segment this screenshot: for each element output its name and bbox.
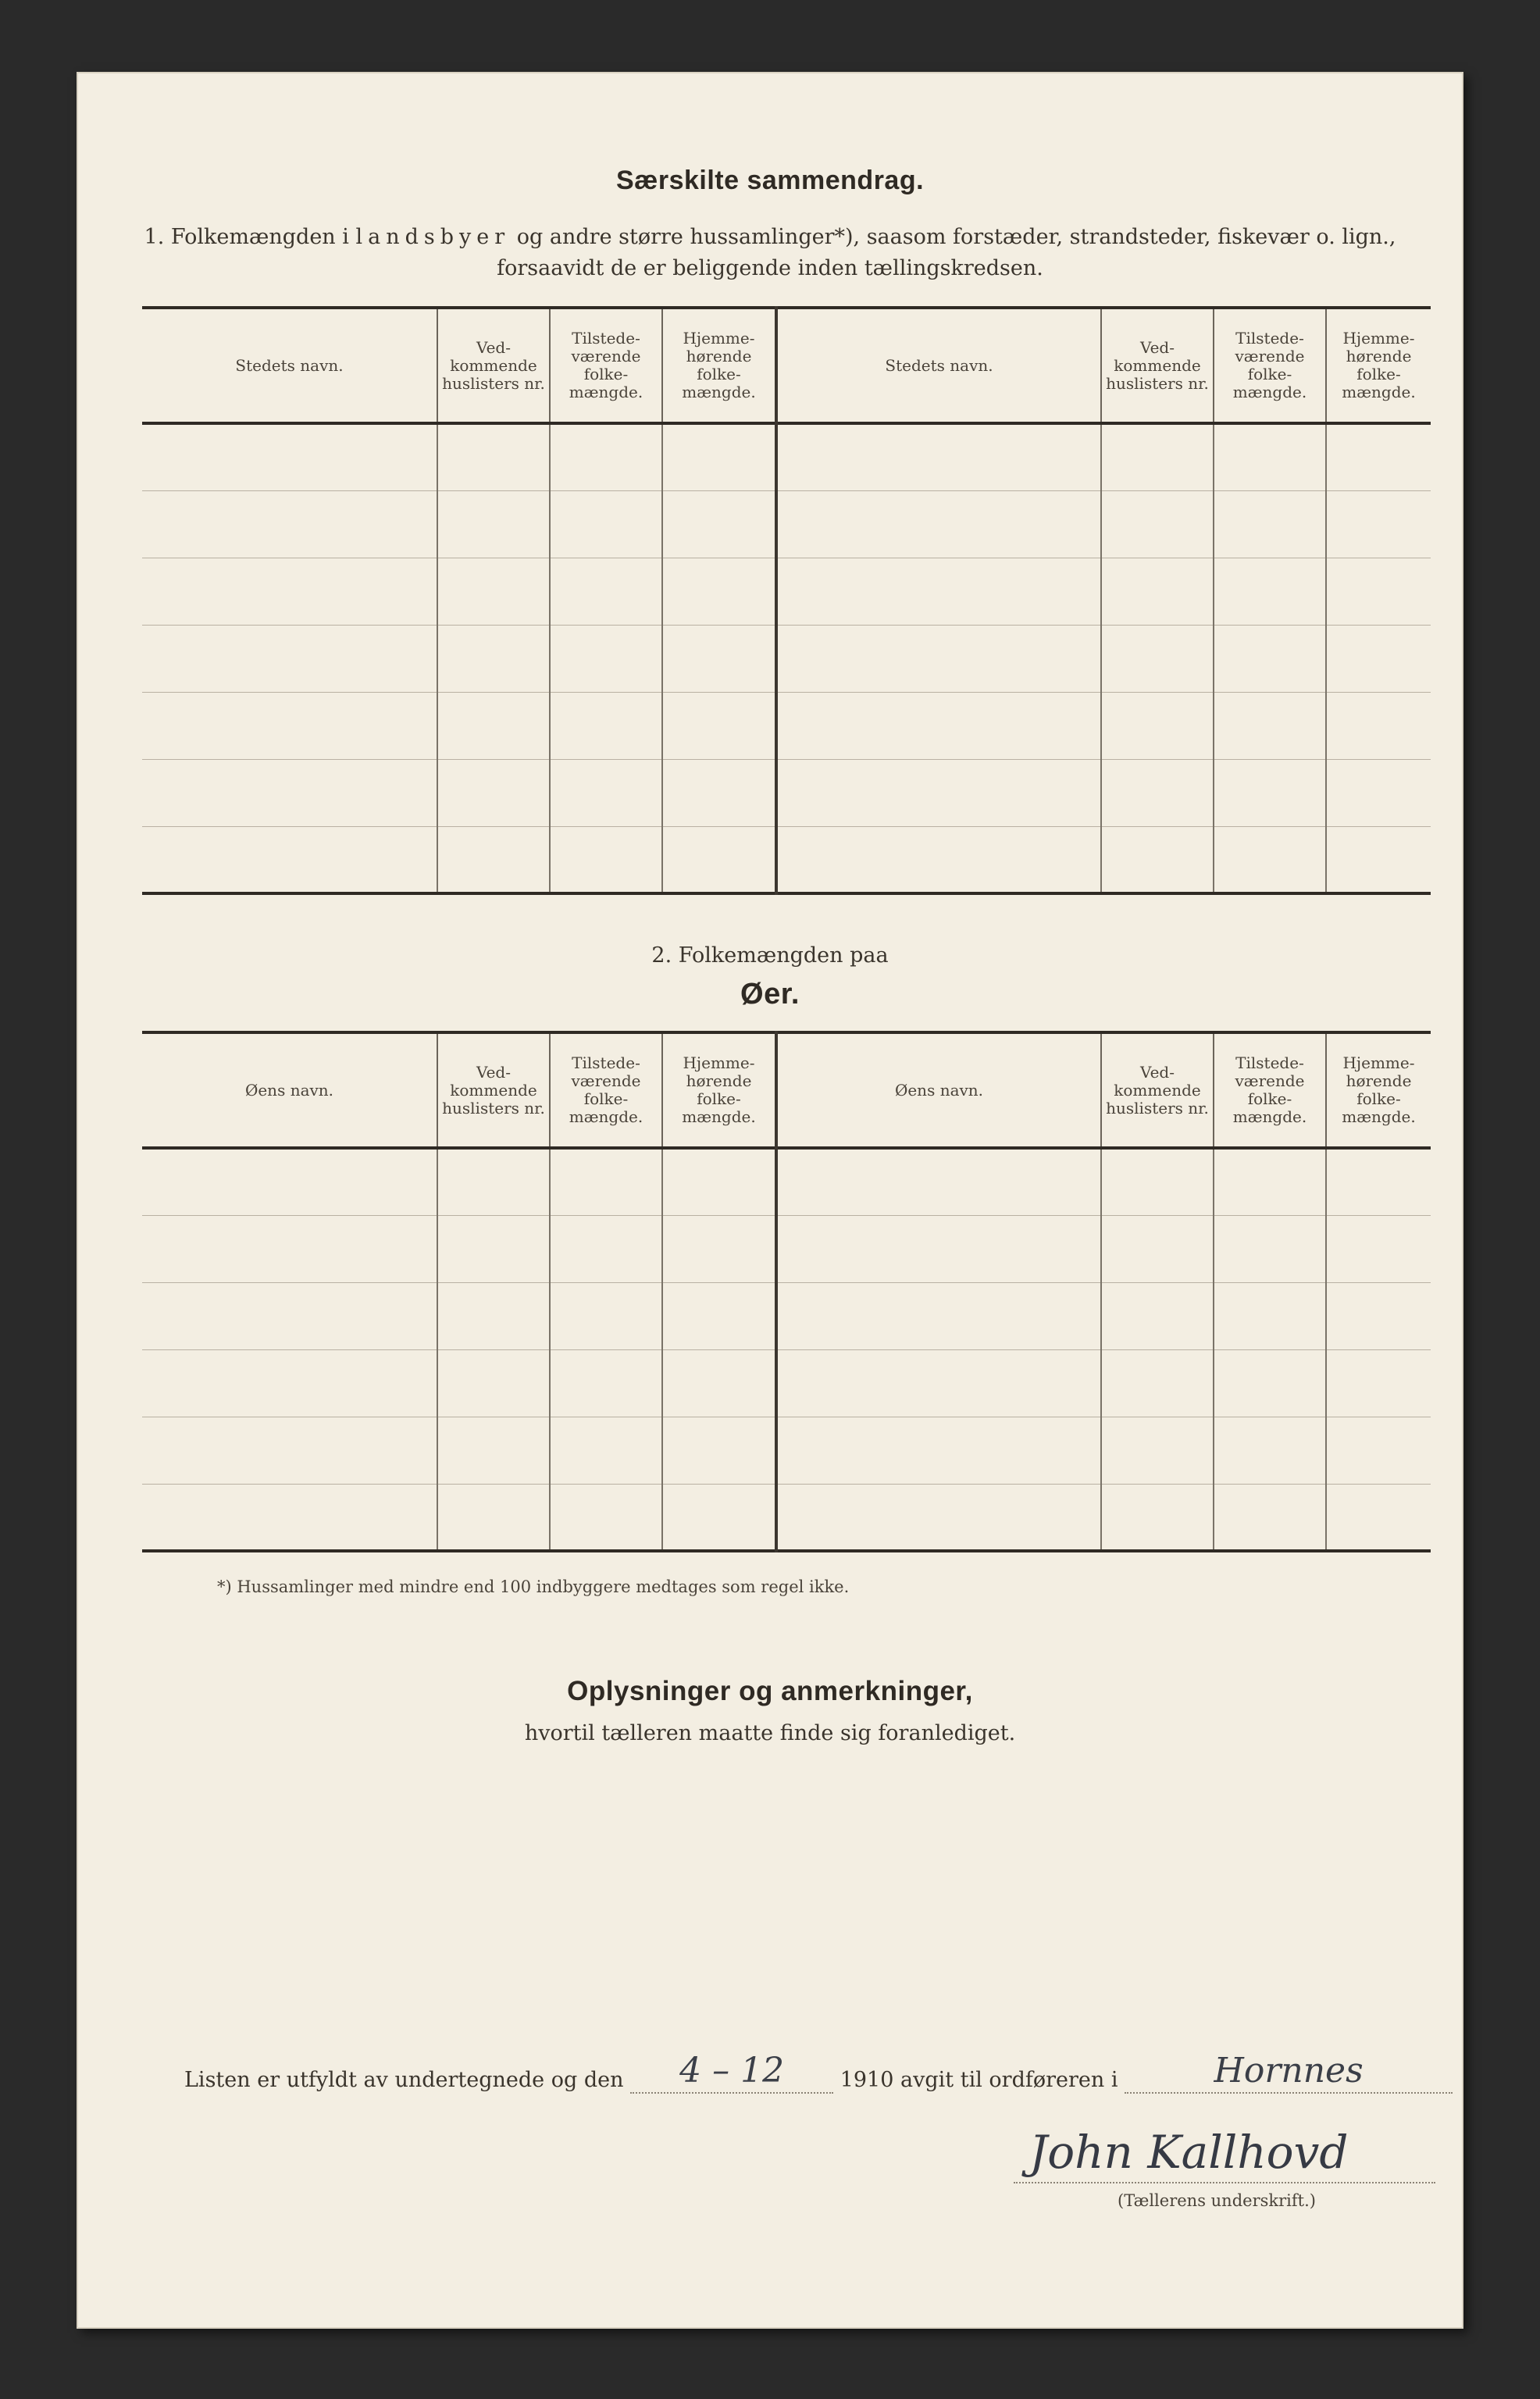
table-cell[interactable] <box>776 558 1101 625</box>
header-huslisters-nr: Ved-kommende huslisters nr. <box>437 308 550 423</box>
table-cell[interactable] <box>1214 558 1326 625</box>
table-cell[interactable] <box>142 826 437 893</box>
table-cell[interactable] <box>662 1148 776 1215</box>
header-tilstedevaerende-2: Tilstede-værende folke-mængde. <box>1214 1032 1326 1148</box>
table-cell[interactable] <box>776 1349 1101 1417</box>
oer-row <box>142 1215 1431 1282</box>
year: 1910 <box>840 2068 894 2092</box>
table-cell[interactable] <box>1214 1417 1326 1484</box>
oer-row <box>142 1349 1431 1417</box>
header-stedets-navn-2: Stedets navn. <box>776 308 1101 423</box>
table-cell[interactable] <box>776 490 1101 558</box>
signature-text-a: Listen er utfyldt av undertegnede og den <box>184 2068 624 2092</box>
table-cell[interactable] <box>776 1484 1101 1551</box>
table-cell[interactable] <box>437 1484 550 1551</box>
table-cell[interactable] <box>776 1282 1101 1349</box>
table-cell[interactable] <box>1326 423 1431 490</box>
table-cell[interactable] <box>1214 692 1326 759</box>
oer-row <box>142 1417 1431 1484</box>
table-cell[interactable] <box>1101 1349 1214 1417</box>
table-cell[interactable] <box>662 759 776 826</box>
table-cell[interactable] <box>662 625 776 692</box>
table-cell[interactable] <box>437 625 550 692</box>
table-cell[interactable] <box>142 1215 437 1282</box>
table-cell[interactable] <box>1214 1215 1326 1282</box>
table-cell[interactable] <box>1101 490 1214 558</box>
table-cell[interactable] <box>437 558 550 625</box>
signature-text-b: avgit til ordføreren i <box>900 2068 1118 2092</box>
part1-text-spaced: landsbyer <box>355 225 511 249</box>
table-cell[interactable] <box>1214 759 1326 826</box>
table-cell[interactable] <box>1326 625 1431 692</box>
table-landsbyer <box>142 306 1431 895</box>
table-cell[interactable] <box>776 826 1101 893</box>
census-form-page <box>77 72 1463 2329</box>
table-cell[interactable] <box>437 1215 550 1282</box>
table-cell[interactable] <box>142 558 437 625</box>
header-tilstedevaerende: Tilstede-værende folke-mængde. <box>550 308 662 423</box>
table-cell[interactable] <box>1326 826 1431 893</box>
header-tilstedevaerende: Tilstede-værende folke-mængde. <box>550 1032 662 1148</box>
table-cell[interactable] <box>142 625 437 692</box>
table-cell[interactable] <box>1214 1484 1326 1551</box>
table-cell[interactable] <box>662 1484 776 1551</box>
table-cell[interactable] <box>550 1349 662 1417</box>
table-cell[interactable] <box>776 1417 1101 1484</box>
table-cell[interactable] <box>662 423 776 490</box>
table-cell[interactable] <box>1101 1282 1214 1349</box>
table-cell[interactable] <box>662 1282 776 1349</box>
signature-area <box>998 2126 1435 2212</box>
date-field <box>630 2051 833 2094</box>
table-cell[interactable] <box>662 826 776 893</box>
table-cell[interactable] <box>550 423 662 490</box>
part2-line: 2. Folkemængden paa <box>651 943 889 968</box>
landsbyer-row <box>142 558 1431 625</box>
table-oer <box>142 1031 1431 1552</box>
table-cell[interactable] <box>662 1349 776 1417</box>
header-hjemmehorende: Hjemme-hørende folke-mængde. <box>662 1032 776 1148</box>
part1-text-a: Folkemængden i <box>170 225 349 249</box>
table-cell[interactable] <box>1101 826 1214 893</box>
header-huslisters-nr: Ved-kommende huslisters nr. <box>437 1032 550 1148</box>
table-cell[interactable] <box>437 759 550 826</box>
table-cell[interactable] <box>662 490 776 558</box>
oer-row <box>142 1148 1431 1215</box>
table-cell[interactable] <box>142 1282 437 1349</box>
table-cell[interactable] <box>142 692 437 759</box>
header-huslisters-nr-2: Ved-kommende huslisters nr. <box>1101 308 1214 423</box>
header-tilstedevaerende-2: Tilstede-værende folke-mængde. <box>1214 308 1326 423</box>
table-cell[interactable] <box>437 1282 550 1349</box>
table-cell[interactable] <box>1326 558 1431 625</box>
table-cell[interactable] <box>776 1148 1101 1215</box>
part1-line2: forsaavidt de er beliggende inden tællingskredsen. <box>497 256 1043 280</box>
landsbyer-row <box>142 759 1431 826</box>
table-cell[interactable] <box>550 1148 662 1215</box>
place-handwritten: Hornnes <box>1214 2051 1364 2091</box>
table-cell[interactable] <box>776 1215 1101 1282</box>
table-cell[interactable] <box>1326 1484 1431 1551</box>
table-cell[interactable] <box>1101 1148 1214 1215</box>
table-cell[interactable] <box>142 1148 437 1215</box>
table-cell[interactable] <box>142 759 437 826</box>
part1-text-b: og andre større hussamlinger*), saasom forstæder, strandsteder, fiskevær o. lign., <box>516 225 1396 249</box>
landsbyer-row <box>142 625 1431 692</box>
table-cell[interactable] <box>1214 625 1326 692</box>
table-cell[interactable] <box>142 1349 437 1417</box>
table-cell[interactable] <box>550 490 662 558</box>
table-cell[interactable] <box>437 826 550 893</box>
table-cell[interactable] <box>776 759 1101 826</box>
header-oens-navn-2: Øens navn. <box>776 1032 1101 1148</box>
section-title: Særskilte sammendrag. <box>615 166 925 195</box>
table-cell[interactable] <box>550 826 662 893</box>
table-landsbyer-body <box>142 423 1431 893</box>
date-handwritten: 4 – 12 <box>679 2051 785 2091</box>
table-cell[interactable] <box>142 1484 437 1551</box>
header-huslisters-nr-2: Ved-kommende huslisters nr. <box>1101 1032 1214 1148</box>
table-cell[interactable] <box>1101 1484 1214 1551</box>
table-cell[interactable] <box>437 692 550 759</box>
landsbyer-row <box>142 692 1431 759</box>
table-cell[interactable] <box>1326 1417 1431 1484</box>
table-cell[interactable] <box>550 1215 662 1282</box>
table-cell[interactable] <box>1214 1148 1326 1215</box>
table-cell[interactable] <box>1101 692 1214 759</box>
signature-caption: (Tællerens underskrift.) <box>1118 2191 1316 2210</box>
table-cell[interactable] <box>550 625 662 692</box>
footnote: *) Hussamlinger med mindre end 100 indbyggere medtages som regel ikke. <box>217 1577 850 1596</box>
table-cell[interactable] <box>437 1417 550 1484</box>
table-cell[interactable] <box>1101 625 1214 692</box>
table-cell[interactable] <box>142 490 437 558</box>
table-cell[interactable] <box>1326 1148 1431 1215</box>
header-hjemmehorende: Hjemme-hørende folke-mængde. <box>662 308 776 423</box>
part1-number: 1. <box>144 225 165 249</box>
table-cell[interactable] <box>437 1148 550 1215</box>
table-cell[interactable] <box>437 490 550 558</box>
table-cell[interactable] <box>1326 1282 1431 1349</box>
table-cell[interactable] <box>1214 490 1326 558</box>
landsbyer-row <box>142 826 1431 893</box>
table-cell[interactable] <box>142 1417 437 1484</box>
table-cell[interactable] <box>142 423 437 490</box>
table-cell[interactable] <box>550 558 662 625</box>
header-oens-navn: Øens navn. <box>244 1080 334 1100</box>
table-cell[interactable] <box>662 1417 776 1484</box>
part2-heading: Øer. <box>740 978 800 1011</box>
signature-line <box>184 2051 1465 2094</box>
table-cell[interactable] <box>1214 1349 1326 1417</box>
landsbyer-row <box>142 490 1431 558</box>
table-cell[interactable] <box>776 423 1101 490</box>
table-cell[interactable] <box>437 1349 550 1417</box>
landsbyer-row <box>142 423 1431 490</box>
table-cell[interactable] <box>1326 1215 1431 1282</box>
part1-heading <box>77 225 1463 249</box>
table-cell[interactable] <box>662 1215 776 1282</box>
remarks-title: Oplysninger og anmerkninger, <box>567 1676 973 1706</box>
place-field <box>1125 2051 1453 2094</box>
table-cell[interactable] <box>1326 1349 1431 1417</box>
table-cell[interactable] <box>550 1417 662 1484</box>
signature-handwritten: John Kallhovd <box>1029 2126 1349 2179</box>
table-cell[interactable] <box>1101 1215 1214 1282</box>
table-cell[interactable] <box>550 1282 662 1349</box>
table-cell[interactable] <box>1101 558 1214 625</box>
table-cell[interactable] <box>662 692 776 759</box>
table-cell[interactable] <box>550 692 662 759</box>
header-stedets-navn: Stedets navn. <box>235 355 344 375</box>
table-cell[interactable] <box>776 692 1101 759</box>
table-oer-body <box>142 1148 1431 1551</box>
header-hjemmehorende-2: Hjemme-hørende folke-mængde. <box>1326 1032 1431 1148</box>
table-cell[interactable] <box>776 625 1101 692</box>
table-cell[interactable] <box>1101 759 1214 826</box>
header-hjemmehorende-2: Hjemme-hørende folke-mængde. <box>1326 308 1431 423</box>
oer-row <box>142 1484 1431 1551</box>
table-cell[interactable] <box>1326 759 1431 826</box>
table-cell[interactable] <box>1326 490 1431 558</box>
table-cell[interactable] <box>1326 692 1431 759</box>
table-cell[interactable] <box>550 759 662 826</box>
table-cell[interactable] <box>662 558 776 625</box>
signature-dotted-line <box>1014 2182 1435 2183</box>
remarks-subtitle: hvortil tælleren maatte finde sig foranlediget. <box>524 1721 1016 1745</box>
table-cell[interactable] <box>1214 423 1326 490</box>
table-cell[interactable] <box>1214 1282 1326 1349</box>
table-cell[interactable] <box>1214 826 1326 893</box>
table-cell[interactable] <box>550 1484 662 1551</box>
oer-row <box>142 1282 1431 1349</box>
table-cell[interactable] <box>1101 1417 1214 1484</box>
table-cell[interactable] <box>437 423 550 490</box>
table-cell[interactable] <box>1101 423 1214 490</box>
